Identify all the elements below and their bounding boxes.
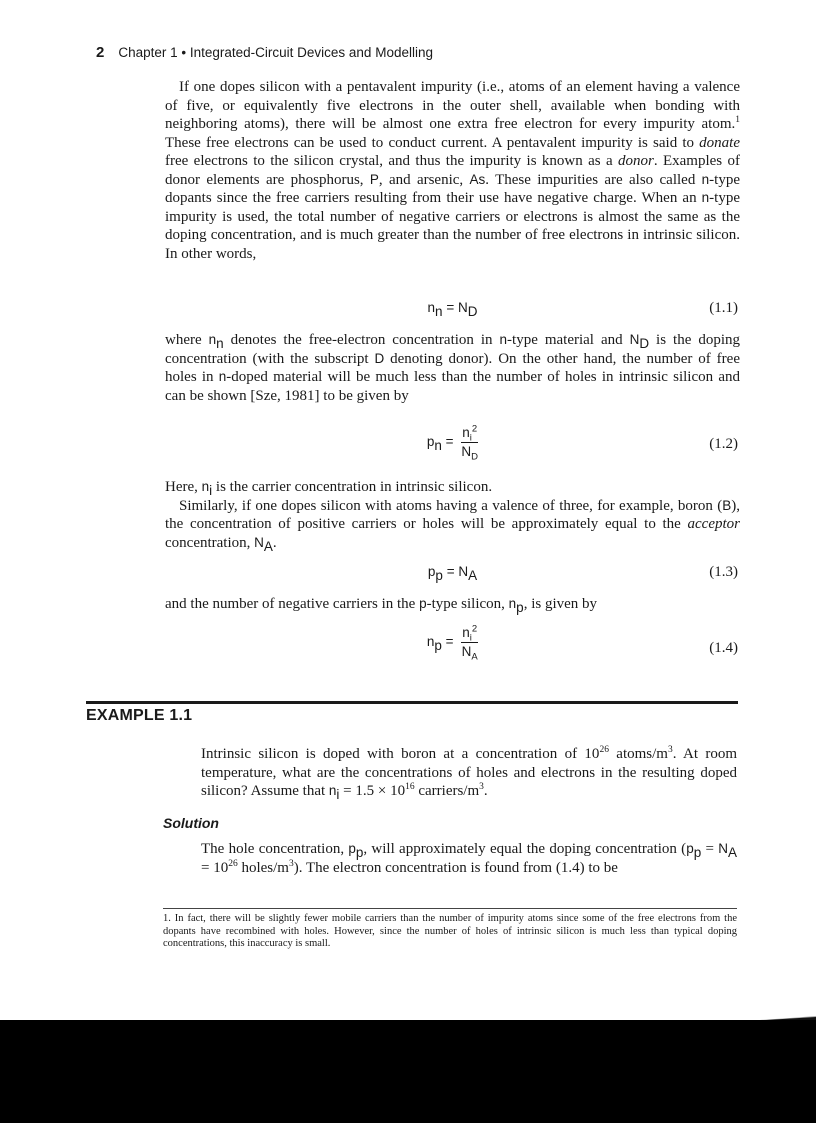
equation-1-2: $p_n$ = $\frac{n_i^2}{N_D}$ (1.2) [426, 423, 738, 463]
footnote-rule [163, 908, 737, 909]
example-rule [86, 701, 738, 704]
equation-number: (1.4) [709, 640, 738, 656]
footnote-marker[interactable]: 1 [735, 115, 740, 125]
example-solution: The hole concentration, $p_p$, will approximately equal the doping concentration ($p_p = N_A = 10^{26}$ holes/$m^3$). The electron concentration is found from (1.4) to be [201, 841, 738, 876]
solution-title: Solution [163, 815, 219, 831]
paragraph-free-electron: where $n_n$ denotes the free-electron concentration in n-type material and $N_D$ is the doping concentration (with the subscript D denoting donor). On the other hand, the number of free holes in n-doped material will be much less than the number of holes in intrinsic silicon and can be shown [Sze, 1981] to be given by [165, 332, 740, 404]
running-head [96, 44, 433, 61]
equation-number: (1.2) [709, 436, 738, 452]
example-title: EXAMPLE 1.1 [86, 707, 193, 724]
scan-black-bar [0, 1020, 816, 1123]
page-number: 2 [96, 44, 105, 61]
equation-number: (1.1) [709, 300, 738, 316]
equation-number: (1.3) [709, 564, 738, 580]
equation-1-1: $n_n = N_D$ (1.1) [427, 300, 738, 319]
paragraph-acceptor: Here, $n_i$ is the carrier concentration in intrinsic silicon. Similarly, if one dopes silicon with atoms having a valence of three, for example, boron (B), the concentration of positive carriers or holes will be approximately equal to the acceptor concentration, $N_A$. [165, 479, 740, 554]
equation-1-3: $p_p = N_A$ (1.3) [427, 564, 738, 583]
footnote: 1. In fact, there will be slightly fewer mobile carriers than the number of impurity atoms since some of the free electrons from the dopants have recombined with holes. However, since the number of holes of intrinsic silicon is much less than typical doping concentrations, this inaccuracy is small. [163, 913, 737, 949]
equation-1-4: $n_p$ = $\frac{n_i^2}{N_A}$ (1.4) [426, 623, 738, 663]
running-title: Chapter 1 • Integrated-Circuit Devices and Modelling [118, 45, 433, 60]
example-question: Intrinsic silicon is doped with boron at a concentration of $10^{26}$ atoms/$m^3$. At room temperature, what are the concentrations of holes and electrons in the resulting doped silicon? Assume that $n_i = 1.5 \times 10^{16}$ carriers/$m^3$. [201, 745, 738, 802]
paragraph-negative-carriers: and the number of negative carriers in the p-type silicon, $n_p$, is given by [165, 596, 598, 615]
paragraph-donor-doping: If one dopes silicon with a pentavalent impurity (i.e., atoms of an element having a valence of five, or equivalently five electrons in the outer shell, available when bonding with neighboring atoms), there will be almost one extra free electron for every impurity atom.$^1$ These free electrons can be used to conduct current. A pentavalent impurity is said to donate free electrons to the silicon crystal, and thus the impurity is known as a donor. Examples of donor elements are phosphorus, P, and arsenic, As. These impurities are also called n-type dopants since the free carriers resulting from their use have negative charge. When an n-type impurity is used, the total number of negative carriers or electrons is almost the same as the doping concentration, and is much greater than the number of free electrons in intrinsic silicon. In other words, [165, 79, 740, 262]
